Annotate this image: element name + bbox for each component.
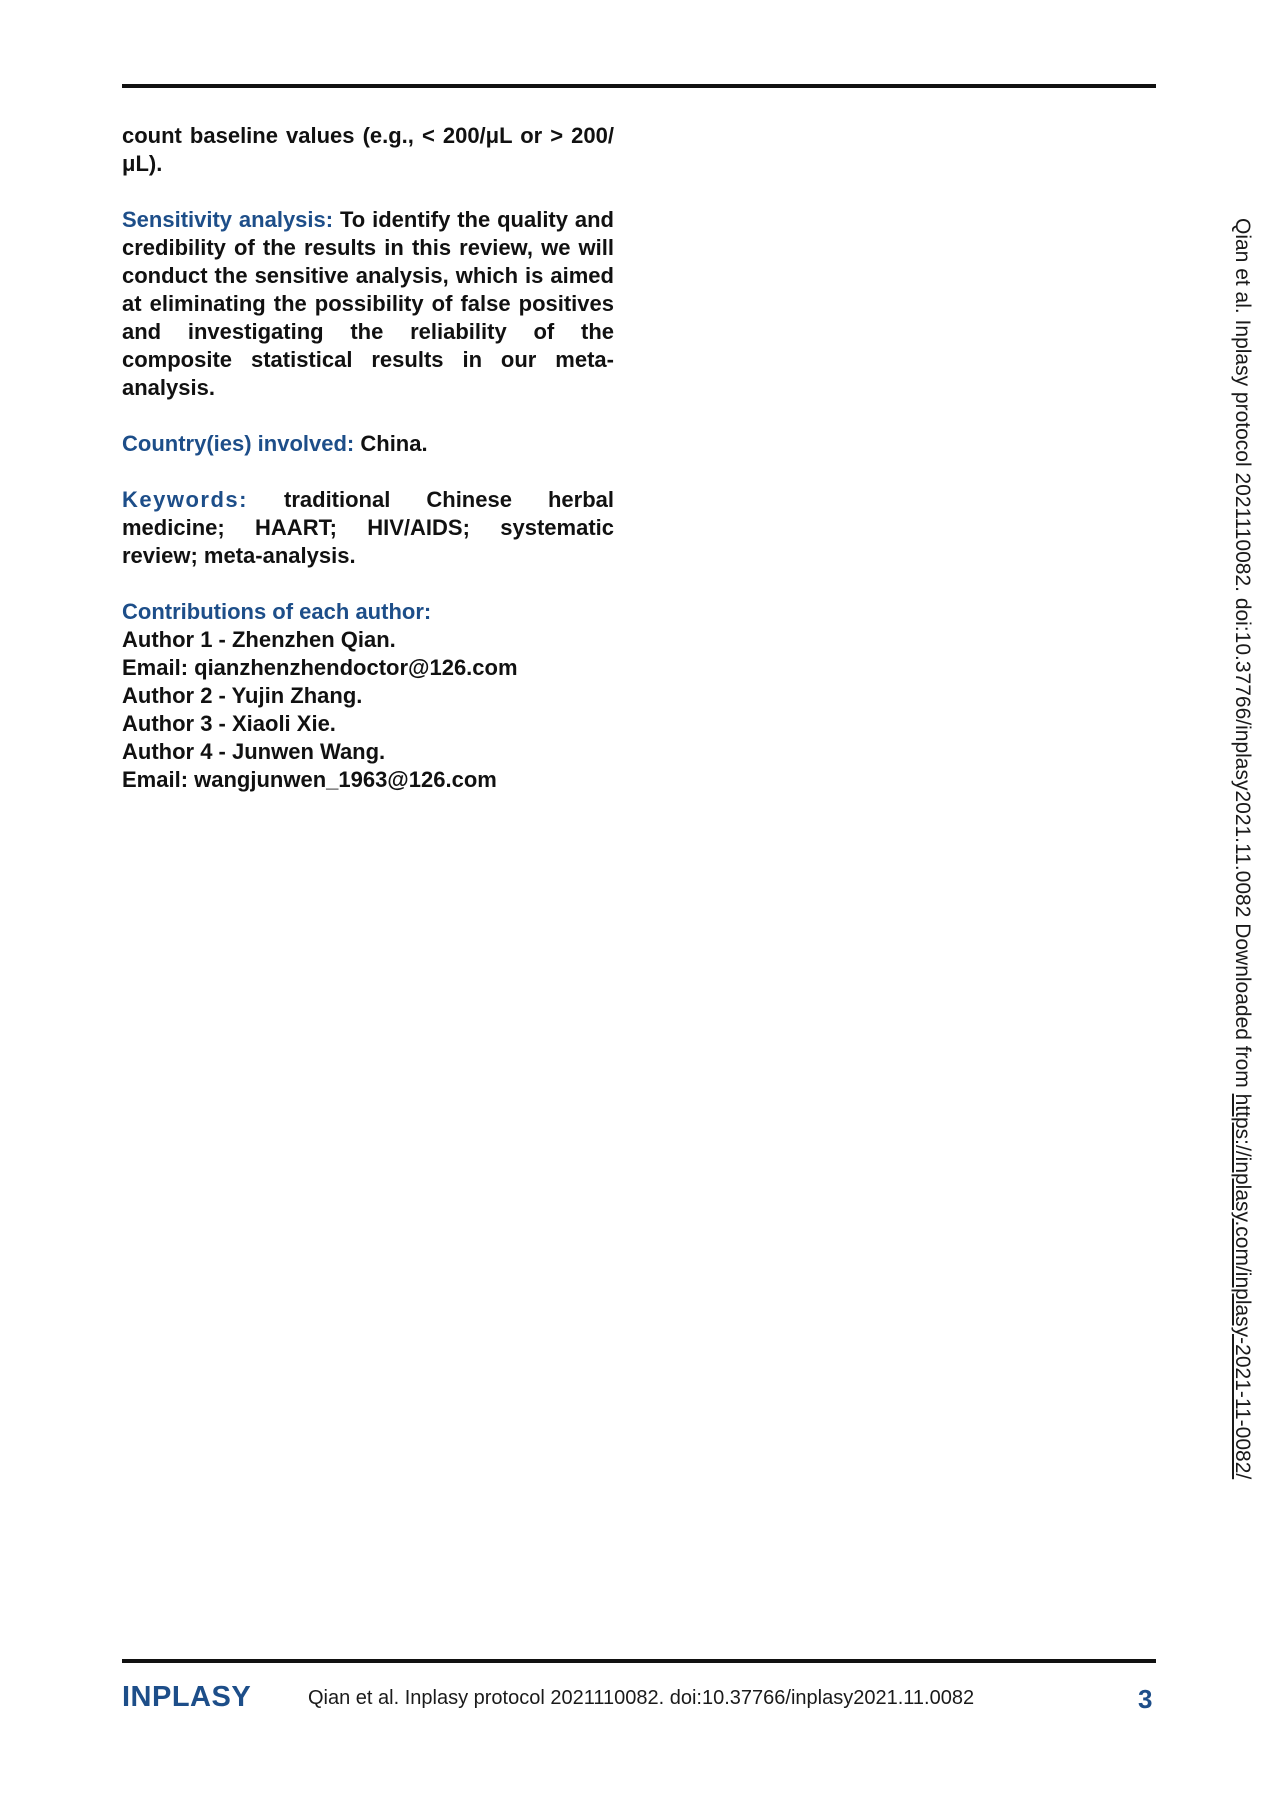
country-paragraph: [122, 430, 614, 458]
contributions-heading: Contributions of each author:: [122, 599, 432, 624]
contributions-block: [122, 598, 614, 794]
sensitivity-paragraph: [122, 206, 614, 402]
country-text: China.: [354, 431, 428, 456]
sensitivity-heading: Sensitivity analysis:: [122, 207, 334, 232]
author-3-line: Author 3 - Xiaoli Xie.: [122, 711, 336, 736]
keywords-paragraph: [122, 486, 614, 570]
side-download-note: [1230, 218, 1254, 1479]
footer-brand-logo: INPLASY: [122, 1681, 252, 1713]
keywords-heading: Keywords:: [122, 487, 248, 512]
footer-citation: Qian et al. Inplasy protocol 2021110082. doi:10.37766/inplasy2021.11.0082: [308, 1687, 975, 1709]
author-1-email[interactable]: Email: qianzhenzhendoctor@126.com: [122, 655, 518, 680]
country-heading: Country(ies) involved:: [122, 431, 355, 456]
side-note-text: Qian et al. Inplasy protocol 2021110082. doi:10.37766/inplasy2021.11.0082 Downloaded from: [1231, 218, 1254, 1094]
author-2-line: Author 2 - Yujin Zhang.: [122, 683, 363, 708]
author-4-email[interactable]: Email: wangjunwen_1963@126.com: [122, 767, 497, 792]
main-column: [122, 122, 614, 822]
page-number: 3: [1138, 1684, 1153, 1714]
header-rule: [122, 84, 1156, 88]
sensitivity-text: To identify the quality and credibility of the results in this review, we will conduct the sensitive analysis, which is aimed at eliminating the possibility of false positives and investigating the reliability of the composite statistical results in our meta-analysis.: [122, 207, 614, 400]
footer-rule: [122, 1659, 1156, 1663]
intro-paragraph: count baseline values (e.g., < 200/μL or > 200/μL).: [122, 123, 614, 176]
side-note-link[interactable]: https://inplasy.com/inplasy-2021-11-0082/: [1231, 1093, 1254, 1480]
author-4-line: Author 4 - Junwen Wang.: [122, 739, 386, 764]
keywords-text: traditional Chinese herbal medicine; HAART; HIV/AIDS; systematic review; meta-analysis.: [122, 487, 614, 568]
author-1-line: Author 1 - Zhenzhen Qian.: [122, 627, 396, 652]
